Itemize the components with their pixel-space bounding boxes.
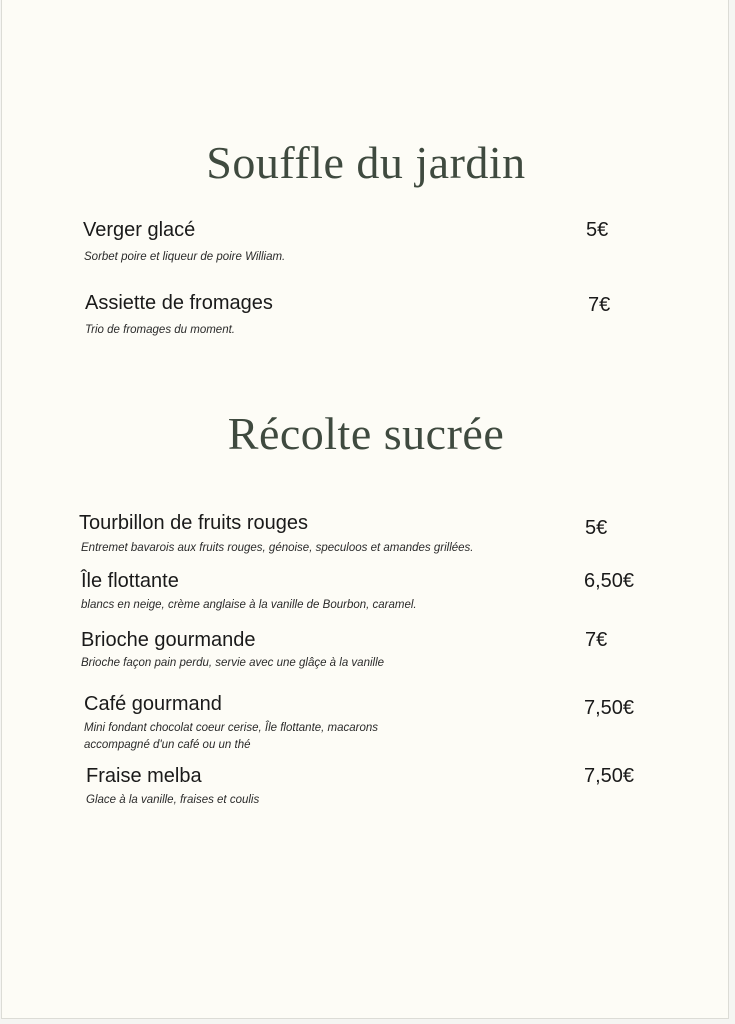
item-price-ile-flottante: 6,50€ [584, 570, 635, 592]
item-desc-ile-flottante: blancs en neige, crème anglaise à la vanille de Bourbon, caramel. [81, 599, 417, 611]
item-name-fraise-melba: Fraise melba [86, 765, 202, 787]
item-desc-tourbillon: Entremet bavarois aux fruits rouges, génoise, speculoos et amandes grillées. [81, 542, 474, 554]
item-name-cafe-gourmand: Café gourmand [84, 693, 222, 715]
item-price-cafe-gourmand: 7,50€ [584, 697, 635, 719]
section-title-recolte-sucree: Récolte sucrée [227, 408, 505, 459]
menu-page [1, 0, 729, 1019]
item-name-brioche-gourmande: Brioche gourmande [81, 629, 256, 651]
item-name-assiette-de-fromages: Assiette de fromages [85, 292, 273, 314]
item-price-verger-glace: 5€ [586, 219, 609, 241]
item-desc-verger-glace: Sorbet poire et liqueur de poire William. [84, 251, 286, 263]
item-desc-brioche-gourmande: Brioche façon pain perdu, servie avec une glâçe à la vanille [81, 657, 385, 669]
item-desc-cafe-gourmand-line-1: Mini fondant chocolat coeur cerise, Île flottante, macarons [84, 722, 379, 734]
item-price-fraise-melba: 7,50€ [584, 765, 635, 787]
item-name-ile-flottante: Île flottante [81, 570, 179, 592]
item-desc-cafe-gourmand-line-2: accompagné d'un café ou un thé [84, 739, 251, 751]
section-title-souffle-du-jardin: Souffle du jardin [206, 137, 526, 188]
item-desc-fraise-melba: Glace à la vanille, fraises et coulis [86, 794, 260, 806]
item-name-verger-glace: Verger glacé [83, 219, 196, 241]
item-price-tourbillon: 5€ [585, 517, 608, 539]
item-name-tourbillon: Tourbillon de fruits rouges [79, 512, 309, 534]
item-price-assiette-de-fromages: 7€ [588, 294, 611, 316]
item-price-brioche-gourmande: 7€ [585, 629, 608, 651]
item-desc-assiette-de-fromages: Trio de fromages du moment. [85, 324, 235, 336]
